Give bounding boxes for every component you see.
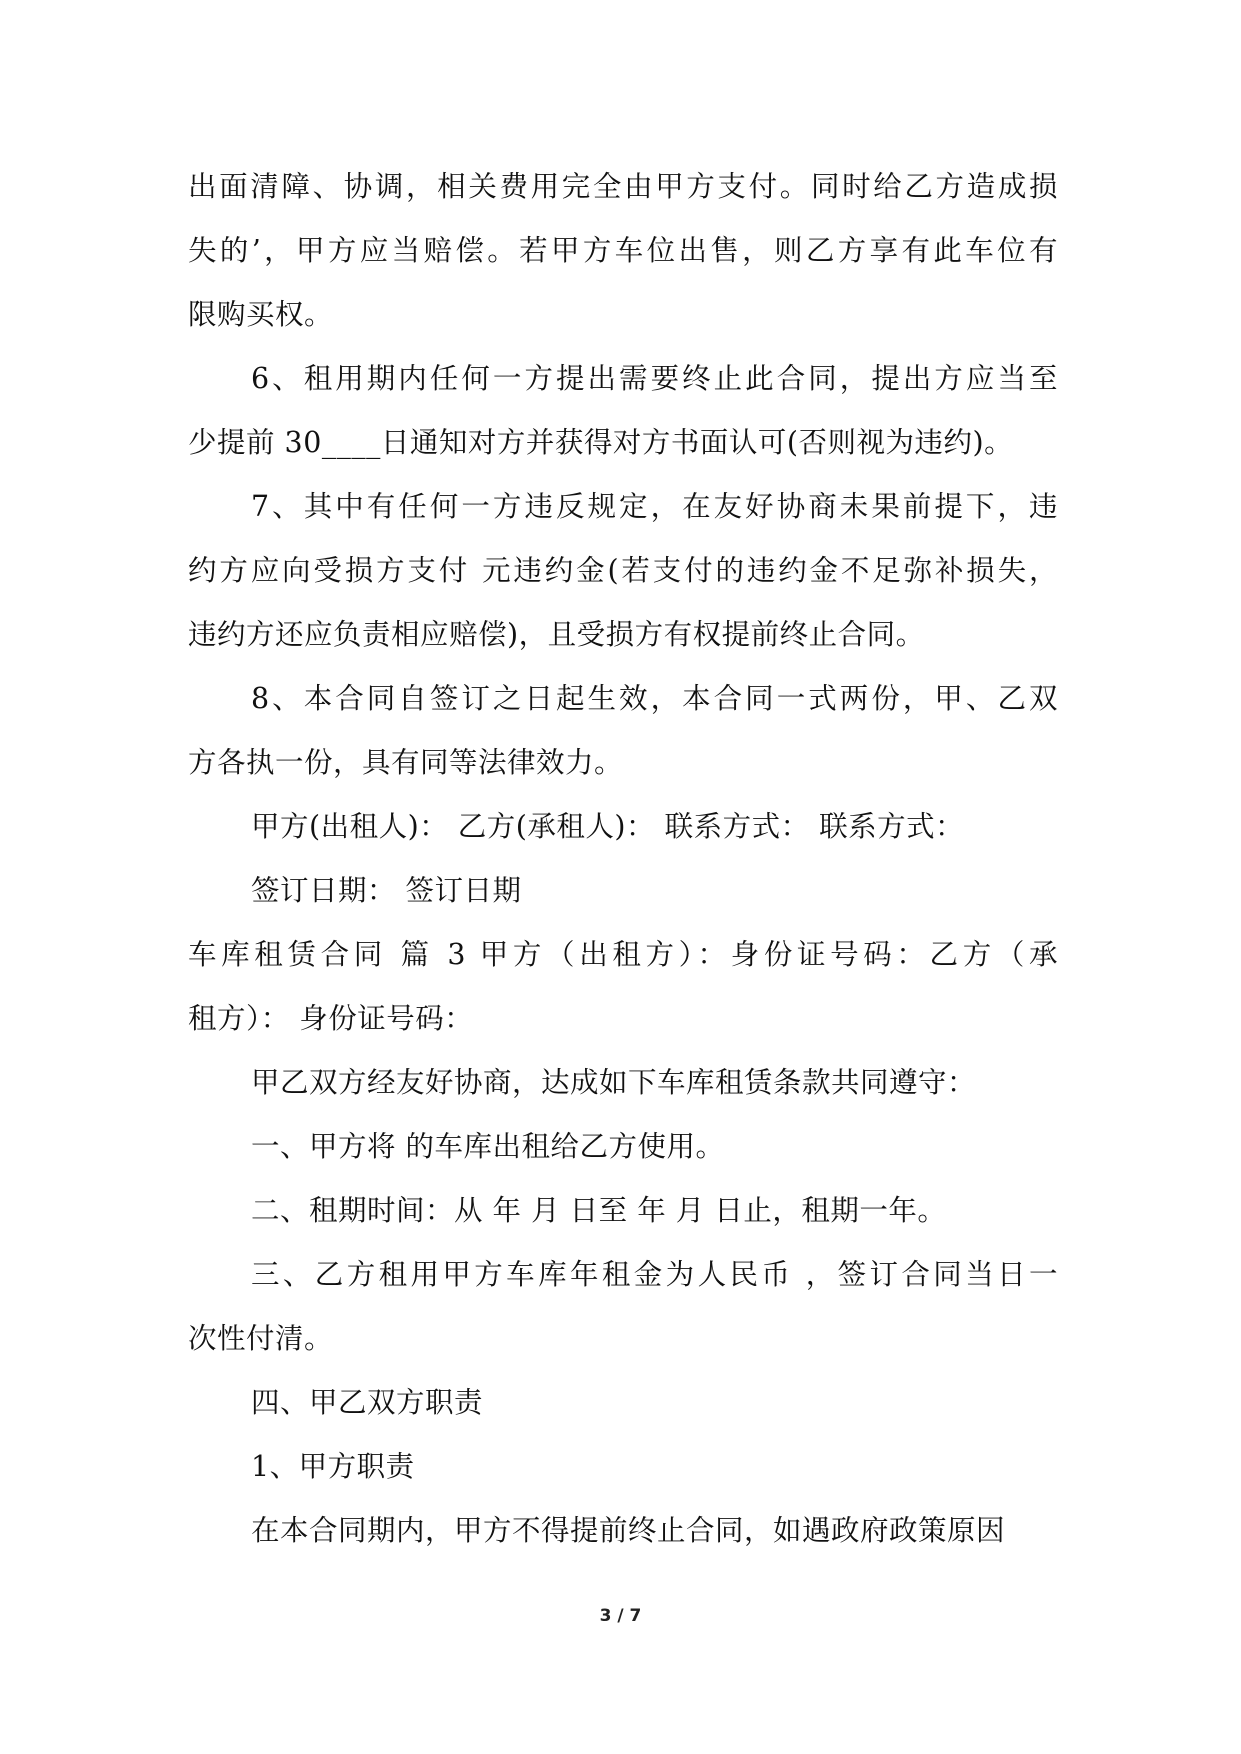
party-a-duties-heading: 1、甲方职责 [251, 1450, 415, 1483]
text-line: 违约方还应负责相应赔偿)，且受损方有权提前终止合同。 [188, 618, 925, 651]
signature-parties-line: 甲方(出租人)： 乙方(承租人)： 联系方式： 联系方式： [251, 810, 965, 843]
text-line: 约方应向受损方支付 元违约金(若支付的违约金不足弥补损失， [188, 554, 1058, 587]
text-line: 少提前 30____日通知对方并获得对方书面认可(否则视为违约)。 [188, 426, 1014, 459]
text-line: 失的’，甲方应当赔偿。若甲方车位出售，则乙方享有此车位有 [188, 234, 1058, 267]
text-line: 甲乙双方经友好协商，达成如下车库租赁条款共同遵守： [251, 1066, 977, 1099]
clause-8-line: 8、本合同自签订之日起生效，本合同一式两份，甲、乙双 [251, 682, 1058, 715]
text-line: 租方）： 身份证号码： [188, 1002, 474, 1035]
text-line: 方各执一份，具有同等法律效力。 [188, 746, 624, 779]
text-line: 出面清障、协调，相关费用完全由甲方支付。同时给乙方造成损 [188, 170, 1058, 203]
text-line: 在本合同期内，甲方不得提前终止合同，如遇政府政策原因 [251, 1514, 1006, 1547]
signature-date-line: 签订日期： 签订日期 [251, 874, 522, 907]
article-1-line: 一、甲方将 的车库出租给乙方使用。 [251, 1130, 725, 1163]
article-3-line: 三、乙方租用甲方车库年租金为人民币 ，签订合同当日一 [251, 1258, 1058, 1291]
clause-6-line: 6、租用期内任何一方提出需要终止此合同，提出方应当至 [251, 362, 1058, 395]
article-4-heading: 四、甲乙双方职责 [251, 1386, 484, 1419]
text-line: 限购买权。 [188, 298, 334, 331]
page-number: 3 / 7 [599, 1606, 642, 1626]
text-line: 次性付清。 [188, 1322, 334, 1355]
article-2-line: 二、租期时间：从 年 月 日至 年 月 日止，租期一年。 [251, 1194, 947, 1227]
document-body [188, 155, 1058, 1563]
clause-7-line: 7、其中有任何一方违反规定，在友好协商未果前提下，违 [251, 490, 1058, 523]
section-heading-line: 车库租赁合同 篇 3 甲方（出租方）：身份证号码：乙方（承 [188, 938, 1058, 971]
